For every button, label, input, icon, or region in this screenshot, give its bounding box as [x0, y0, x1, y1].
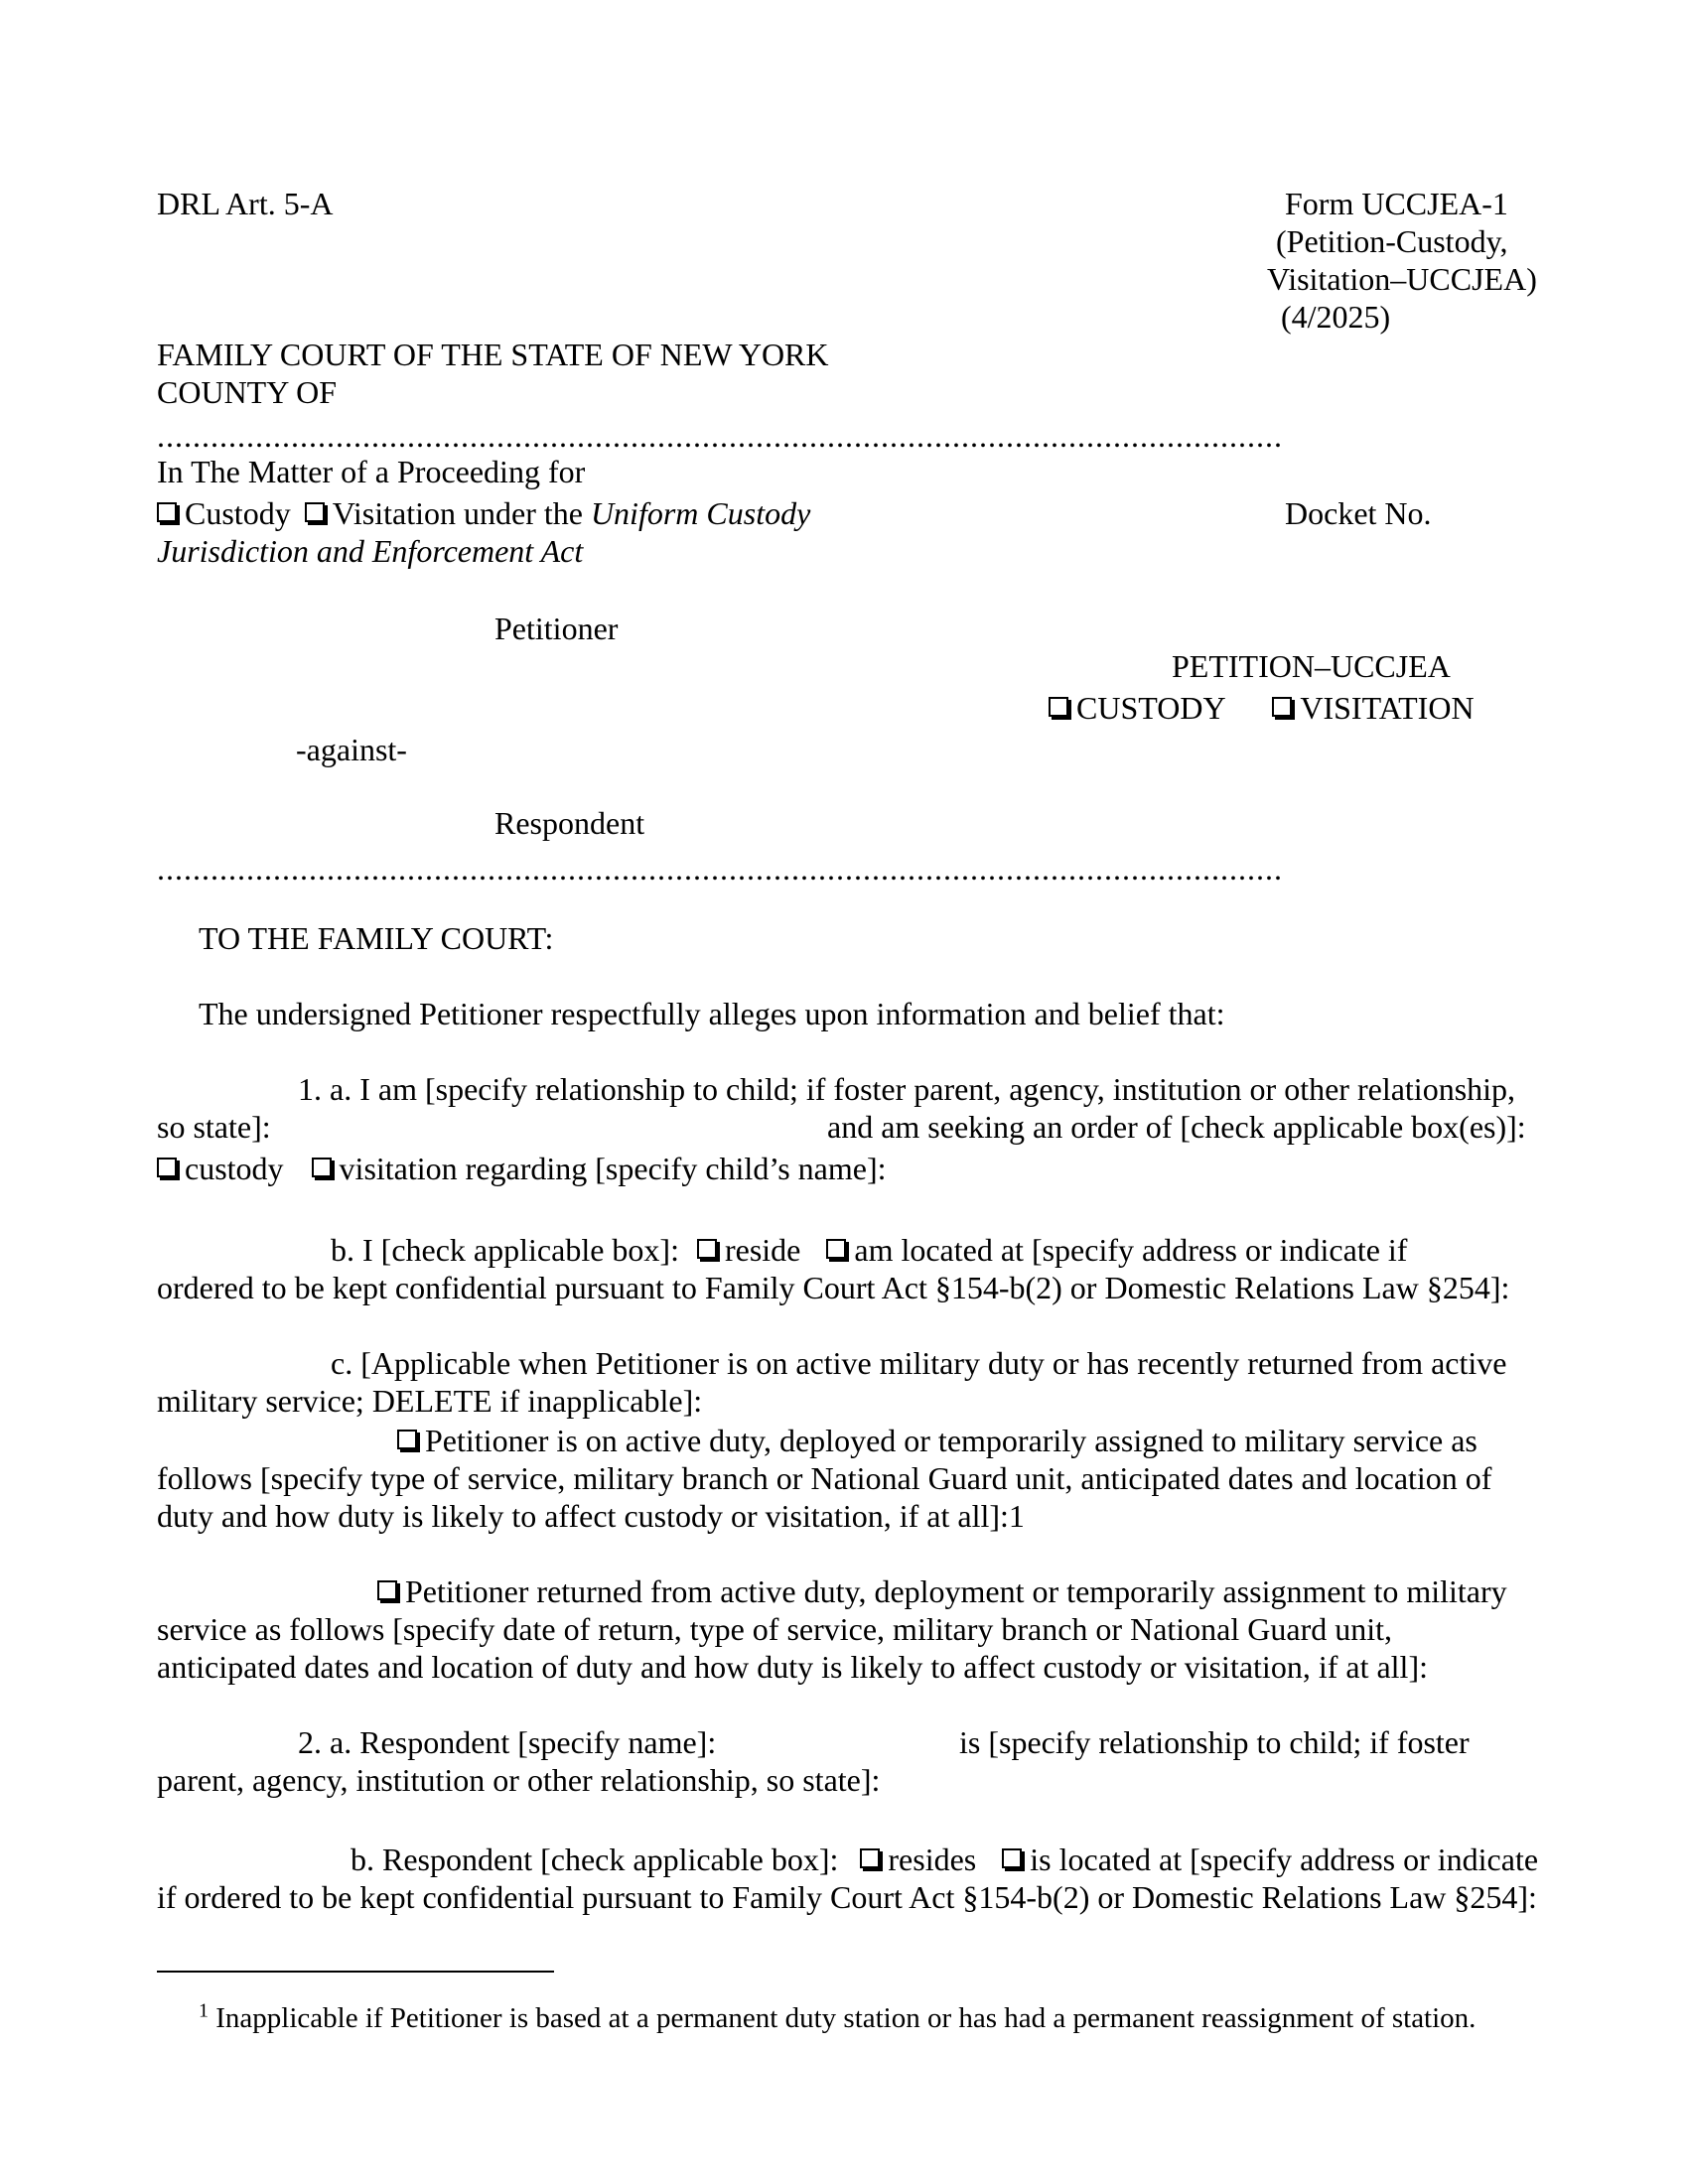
- para-1c-line-1: c. [Applicable when Petitioner is on active military duty or has recently returned from active: [331, 1345, 1507, 1381]
- para-1a-line-1: 1. a. I am [specify relationship to child; if foster parent, agency, institution or other relationship,: [298, 1071, 1516, 1107]
- proceeding-options: [157, 494, 810, 532]
- petition-custody-label: CUSTODY: [1076, 690, 1225, 726]
- petitioner-label: Petitioner: [494, 611, 619, 646]
- order-custody-label: custody: [185, 1151, 284, 1186]
- act-name-part-1: Uniform Custody: [590, 495, 811, 531]
- para-2b-lead: b. Respondent [check applicable box]:: [351, 1842, 839, 1877]
- order-visitation-label: visitation regarding [specify child’s name]:: [339, 1151, 887, 1186]
- footnote: [199, 1999, 1476, 2037]
- returned-duty-checkbox[interactable]: [377, 1580, 397, 1600]
- act-name-part-2: Jurisdiction and Enforcement Act: [157, 533, 584, 569]
- para-1c-option-1-line-3: duty and how duty is likely to affect custody or visitation, if at all]:1: [157, 1498, 1025, 1534]
- respondent-located-checkbox[interactable]: [1002, 1848, 1022, 1868]
- para-1c-option-1-line-1: [397, 1422, 1477, 1459]
- docket-number-label: Docket No.: [1285, 495, 1432, 531]
- petitioner-reside-checkbox[interactable]: [697, 1239, 717, 1259]
- para-1b-line-1: [331, 1231, 1407, 1269]
- returned-duty-label: Petitioner returned from active duty, deployment or temporarily assignment to military: [405, 1573, 1507, 1609]
- respondent-located-label: is located at [specify address or indicate: [1030, 1842, 1539, 1877]
- petitioner-located-checkbox[interactable]: [826, 1239, 846, 1259]
- visitation-checkbox[interactable]: [305, 502, 325, 522]
- county-label: COUNTY OF: [157, 374, 338, 410]
- petitioner-located-label: am located at [specify address or indicate if: [854, 1232, 1408, 1268]
- para-2a-line-2: parent, agency, institution or other relationship, so state]:: [157, 1762, 881, 1798]
- para-1a-options: [157, 1150, 887, 1187]
- para-2a-line-1b: is [specify relationship to child; if foster: [959, 1724, 1470, 1760]
- respondent-label: Respondent: [494, 805, 645, 841]
- para-2b-line-2: if ordered to be kept confidential pursuant to Family Court Act §154-b(2) or Domestic Relations Law §254]:: [157, 1879, 1537, 1915]
- respondent-resides-label: resides: [888, 1842, 977, 1877]
- para-1c-option-2-line-2: service as follows [specify date of return, type of service, military branch or National Guard unit,: [157, 1611, 1393, 1647]
- caption-divider-top: ..............................................................................................................................: [157, 418, 1283, 454]
- petition-visitation-checkbox[interactable]: [1272, 697, 1292, 717]
- petition-type-options: [1049, 689, 1475, 727]
- petition-custody-checkbox[interactable]: [1049, 697, 1068, 717]
- petitioner-reside-label: reside: [724, 1232, 801, 1268]
- para-2b-line-1: [351, 1841, 1538, 1878]
- petition-title: PETITION–UCCJEA: [1172, 648, 1451, 684]
- active-duty-checkbox[interactable]: [397, 1430, 417, 1449]
- statute-reference: DRL Art. 5-A: [157, 186, 334, 221]
- form-name-line-1: (Petition-Custody,: [1276, 223, 1508, 259]
- form-name-line-2: Visitation–UCCJEA): [1267, 261, 1537, 297]
- salutation: TO THE FAMILY COURT:: [199, 920, 554, 956]
- para-1c-option-1-line-2: follows [specify type of service, military branch or National Guard unit, anticipated dates and location of: [157, 1460, 1492, 1496]
- against-label: -against-: [296, 732, 407, 767]
- para-1c-option-2-line-3: anticipated dates and location of duty and how duty is likely to affect custody or visitation, if at all]:: [157, 1649, 1428, 1685]
- para-1a-line-2b: and am seeking an order of [check applicable box(es)]:: [827, 1109, 1526, 1145]
- order-custody-checkbox[interactable]: [157, 1158, 177, 1177]
- para-1c-option-2-line-1: [377, 1572, 1507, 1610]
- para-2a-line-1a: 2. a. Respondent [specify name]:: [298, 1724, 717, 1760]
- custody-checkbox[interactable]: [157, 502, 177, 522]
- form-id: Form UCCJEA-1: [1285, 186, 1508, 221]
- para-1b-lead: b. I [check applicable box]:: [331, 1232, 679, 1268]
- custody-option-label: Custody: [185, 495, 291, 531]
- matter-line: In The Matter of a Proceeding for: [157, 454, 586, 489]
- respondent-resides-checkbox[interactable]: [860, 1848, 880, 1868]
- active-duty-label: Petitioner is on active duty, deployed or temporarily assigned to military service as: [425, 1423, 1477, 1458]
- footnote-marker: 1: [199, 1999, 209, 2022]
- caption-divider-bottom: ..............................................................................................................................: [157, 851, 1283, 887]
- order-visitation-checkbox[interactable]: [312, 1158, 332, 1177]
- footnote-text: Inapplicable if Petitioner is based at a permanent duty station or has had a permanent reassignment of station.: [215, 2002, 1477, 2034]
- visitation-option-label: Visitation under the: [332, 495, 583, 531]
- intro-statement: The undersigned Petitioner respectfully alleges upon information and belief that:: [199, 996, 1225, 1031]
- footnote-rule: [157, 1971, 554, 1973]
- form-revision: (4/2025): [1281, 299, 1391, 335]
- para-1c-line-2: military service; DELETE if inapplicable]:: [157, 1383, 703, 1419]
- petition-visitation-label: VISITATION: [1300, 690, 1475, 726]
- court-name: FAMILY COURT OF THE STATE OF NEW YORK: [157, 337, 829, 372]
- para-1b-line-2: ordered to be kept confidential pursuant to Family Court Act §154-b(2) or Domestic Relations Law §254]:: [157, 1270, 1510, 1305]
- para-1a-line-2a: so state]:: [157, 1109, 271, 1145]
